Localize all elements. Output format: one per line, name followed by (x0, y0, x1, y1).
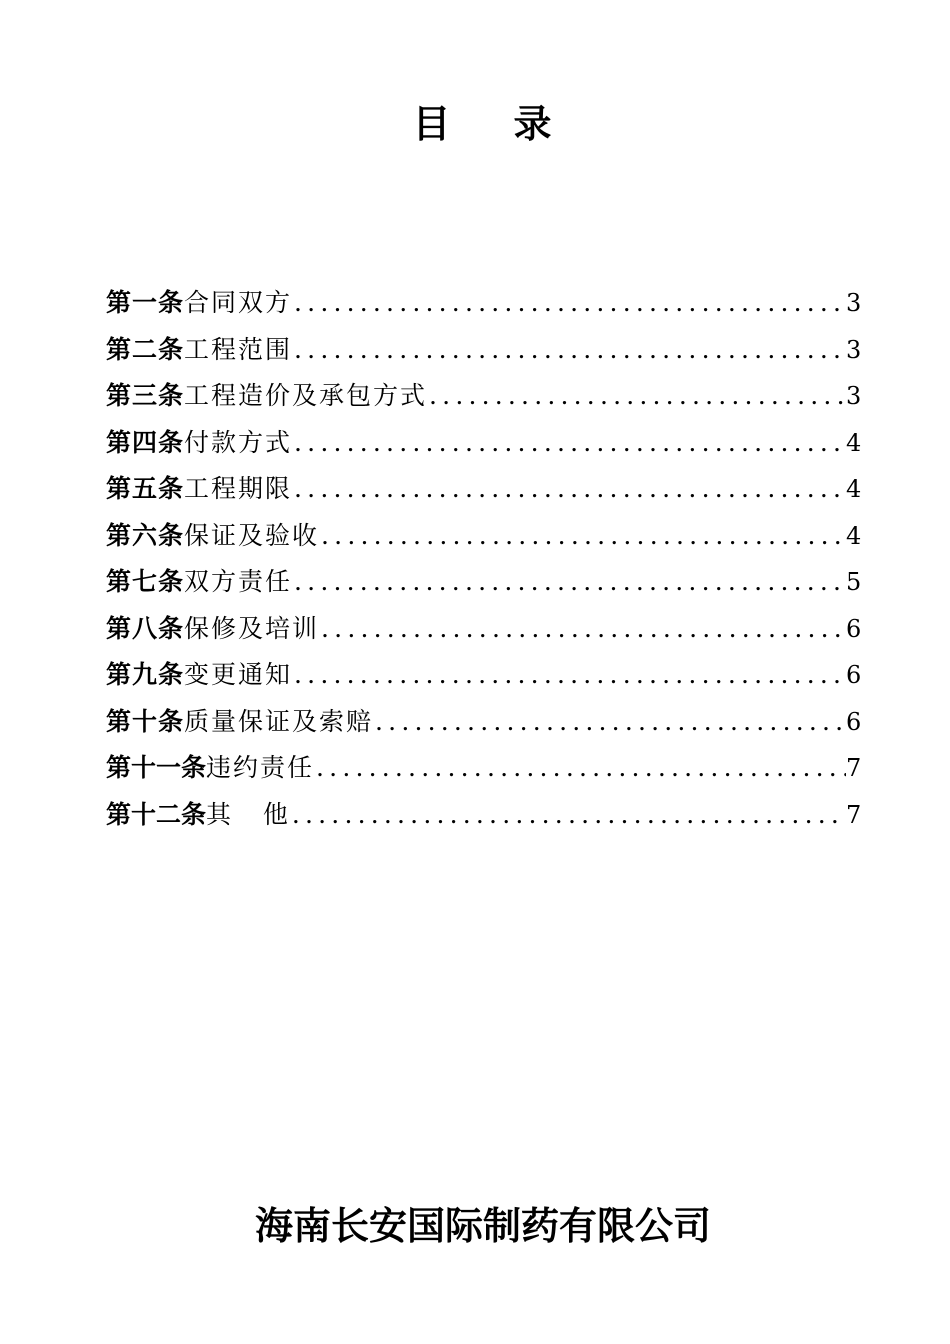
toc-page-number: 3 (846, 335, 862, 364)
toc-page-number: 3 (846, 289, 862, 317)
toc-article-number: 第六条 (106, 520, 185, 550)
toc-dot-leader (429, 373, 846, 420)
toc-page-number: 4 (846, 521, 862, 550)
toc-dot-leader (321, 513, 846, 560)
toc-dot-leader (321, 606, 846, 653)
toc-dot-leader (294, 280, 846, 327)
toc-entry[interactable] (106, 792, 860, 839)
toc-article-number: 第四条 (106, 427, 185, 457)
toc-page-number: 3 (846, 382, 862, 410)
toc-page-number: 7 (846, 800, 862, 829)
toc-dot-leader (316, 745, 846, 792)
toc-heading: 合同双方 (184, 288, 293, 317)
toc-article-number: 第十一条 (106, 753, 207, 782)
toc-article-number: 第七条 (106, 567, 185, 596)
toc-heading: 工程范围 (184, 334, 293, 364)
toc-dot-leader (292, 792, 846, 839)
toc-entry[interactable] (106, 420, 860, 467)
toc-dot-leader (294, 652, 846, 699)
toc-heading: 保证及验收 (184, 520, 320, 550)
toc-article-number: 第五条 (106, 474, 185, 503)
toc-heading: 质量保证及索赔 (184, 706, 374, 736)
toc-article-number: 第一条 (106, 288, 185, 317)
company-name: 海南长安国际制药有限公司 (254, 1204, 711, 1248)
toc-article-number: 第二条 (106, 334, 185, 364)
toc-page-number: 7 (846, 754, 862, 782)
table-of-contents (106, 280, 860, 838)
toc-dot-leader (294, 466, 846, 513)
toc-heading: 双方责任 (184, 567, 293, 596)
toc-entry[interactable] (106, 327, 860, 374)
toc-page-number: 4 (846, 428, 862, 457)
toc-heading: 保修及培训 (184, 613, 320, 643)
toc-entry[interactable] (106, 652, 860, 699)
toc-dot-leader (294, 327, 846, 374)
toc-dot-leader (375, 699, 846, 746)
toc-entry[interactable] (106, 699, 860, 746)
toc-dot-leader (294, 559, 846, 606)
toc-page-number: 6 (846, 707, 862, 736)
toc-entry[interactable] (106, 559, 860, 606)
toc-entry[interactable] (106, 745, 860, 792)
toc-dot-leader (294, 420, 846, 467)
toc-page-number: 6 (846, 661, 862, 689)
page-title: 目 录 (412, 102, 554, 146)
toc-article-number: 第九条 (106, 660, 185, 689)
toc-heading: 付款方式 (184, 427, 293, 457)
toc-heading: 工程期限 (184, 474, 293, 503)
toc-entry[interactable] (106, 513, 860, 560)
toc-entry[interactable] (106, 606, 860, 653)
toc-page-number: 6 (846, 614, 862, 643)
toc-heading: 工程造价及承包方式 (184, 381, 428, 410)
toc-article-number: 第十条 (106, 706, 185, 736)
toc-heading: 变更通知 (184, 660, 293, 689)
toc-page-number: 5 (846, 568, 862, 596)
toc-entry[interactable] (106, 280, 860, 327)
toc-entry[interactable] (106, 373, 860, 420)
toc-article-number: 第八条 (106, 613, 185, 643)
toc-heading: 违约责任 (206, 753, 315, 782)
toc-heading: 其 他 (206, 799, 290, 829)
toc-page-number: 4 (846, 475, 862, 503)
toc-entry[interactable] (106, 466, 860, 513)
toc-article-number: 第十二条 (106, 799, 207, 829)
toc-article-number: 第三条 (106, 381, 185, 410)
